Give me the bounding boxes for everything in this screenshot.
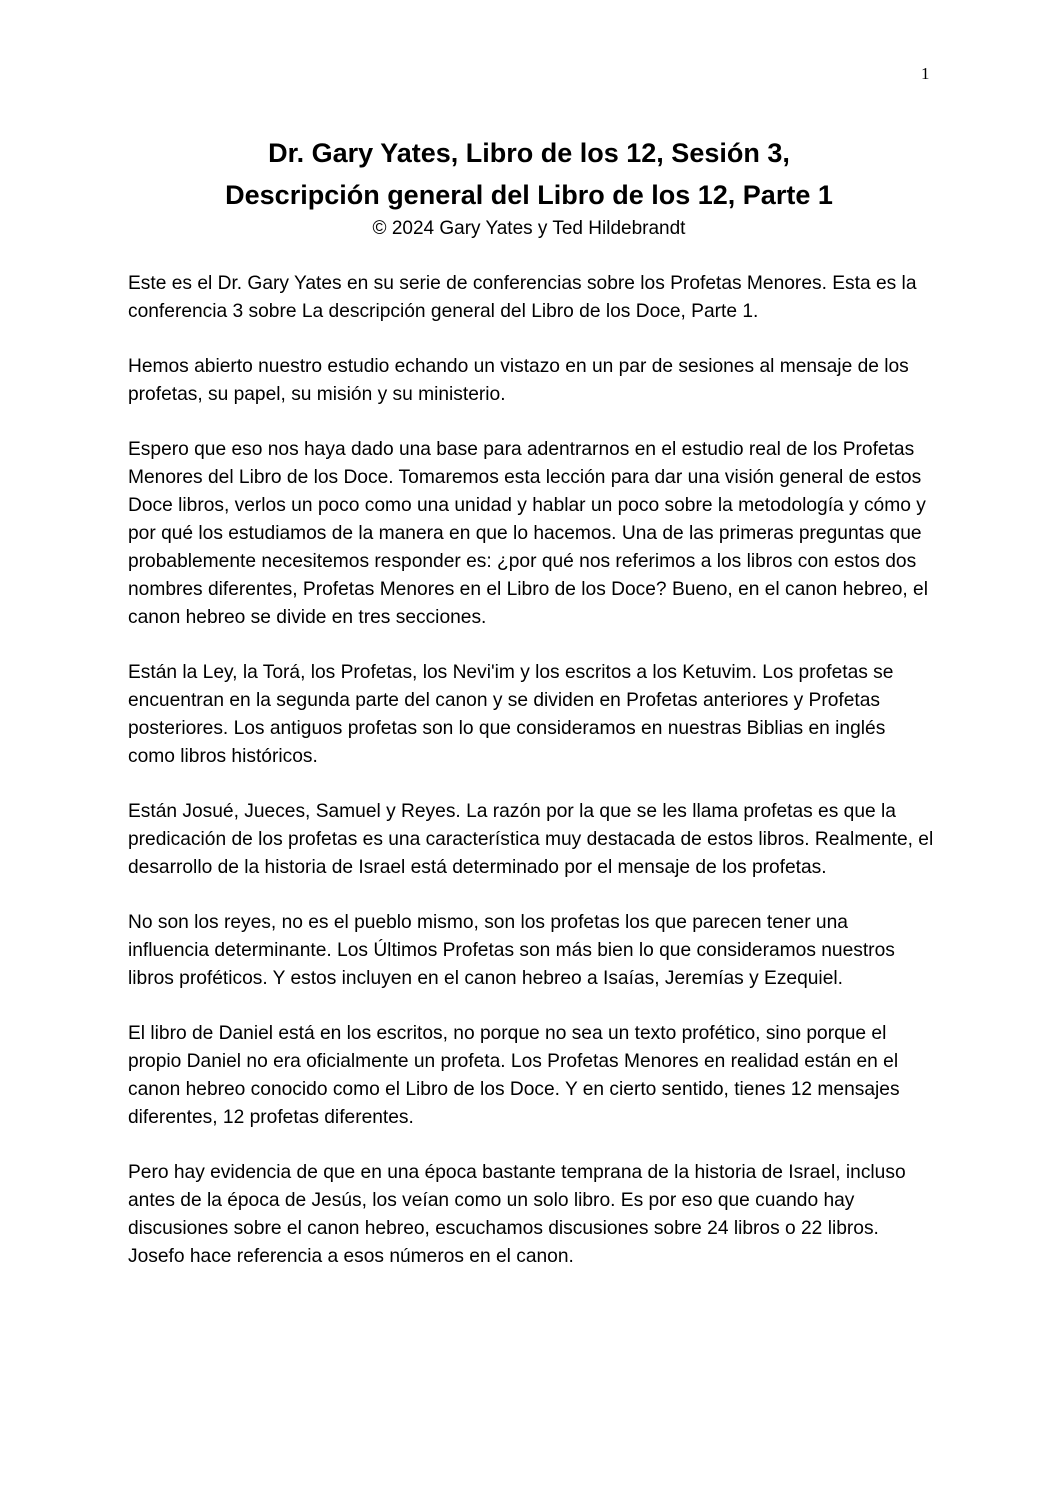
paragraph-7: El libro de Daniel está en los escritos, no porque no sea un texto profético, sino porque el propio Daniel no era oficialmente un profeta. Los Profetas Menores en realidad están en el canon hebreo conocido como el Libro de los Doce. Y en cierto sentido, tienes 12 mensajes diferentes, 12 profetas diferentes. <box>128 1023 900 1128</box>
paragraph-3: Espero que eso nos haya dado una base para adentrarnos en el estudio real de los Profetas Menores del Libro de los Doce. Tomaremos esta lección para dar una visión general de estos Doce libros, verlos un poco como una unidad y hablar un poco sobre la metodología y cómo y por qué los estudiamos de la manera en que lo hacemos. Una de las primeras preguntas que probablemente necesitemos responder es: ¿por qué nos referimos a los libros con estos dos nombres diferentes, Profetas Menores en el Libro de los Doce? Bueno, en el canon hebreo, el canon hebreo se divide en tres secciones. <box>128 439 928 628</box>
paragraph-2: Hemos abierto nuestro estudio echando un vistazo en un par de sesiones al mensaje de los profetas, su papel, su misión y su ministerio. <box>128 356 909 405</box>
copyright-notice: © 2024 Gary Yates y Ted Hildebrandt <box>372 218 686 239</box>
paragraph-6: No son los reyes, no es el pueblo mismo, son los profetas los que parecen tener una influencia determinante. Los Últimos Profetas son más bien lo que consideramos nuestros libros proféticos. Y estos incluyen en el canon hebreo a Isaías, Jeremías y Ezequiel. <box>128 912 895 989</box>
document-title-line-1: Dr. Gary Yates, Libro de los 12, Sesión 3, <box>268 138 790 168</box>
paragraph-1: Este es el Dr. Gary Yates en su serie de conferencias sobre los Profetas Menores. Esta es la conferencia 3 sobre La descripción general del Libro de los Doce, Parte 1. <box>128 273 917 322</box>
document-title-line-2: Descripción general del Libro de los 12, Parte 1 <box>225 180 833 210</box>
paragraph-4: Están la Ley, la Torá, los Profetas, los Nevi'im y los escritos a los Ketuvim. Los profetas se encuentran en la segunda parte del canon y se dividen en Profetas anteriores y Profetas posteriores. Los antiguos profetas son lo que consideramos en nuestras Biblias en inglés como libros históricos. <box>128 662 894 767</box>
paragraph-5: Están Josué, Jueces, Samuel y Reyes. La razón por la que se les llama profetas es que la predicación de los profetas es una característica muy destacada de estos libros. Realmente, el desarrollo de la historia de Israel está determinado por el mensaje de los profetas. <box>128 801 934 878</box>
paragraph-8: Pero hay evidencia de que en una época bastante temprana de la historia de Israel, incluso antes de la época de Jesús, los veían como un solo libro. Es por eso que cuando hay discusiones sobre el canon hebreo, escuchamos discusiones sobre 24 libros o 22 libros. Josefo hace referencia a esos números en el canon. <box>128 1162 906 1267</box>
page-number: 1 <box>921 64 930 83</box>
document-body <box>128 270 934 1298</box>
document-header <box>80 132 978 242</box>
